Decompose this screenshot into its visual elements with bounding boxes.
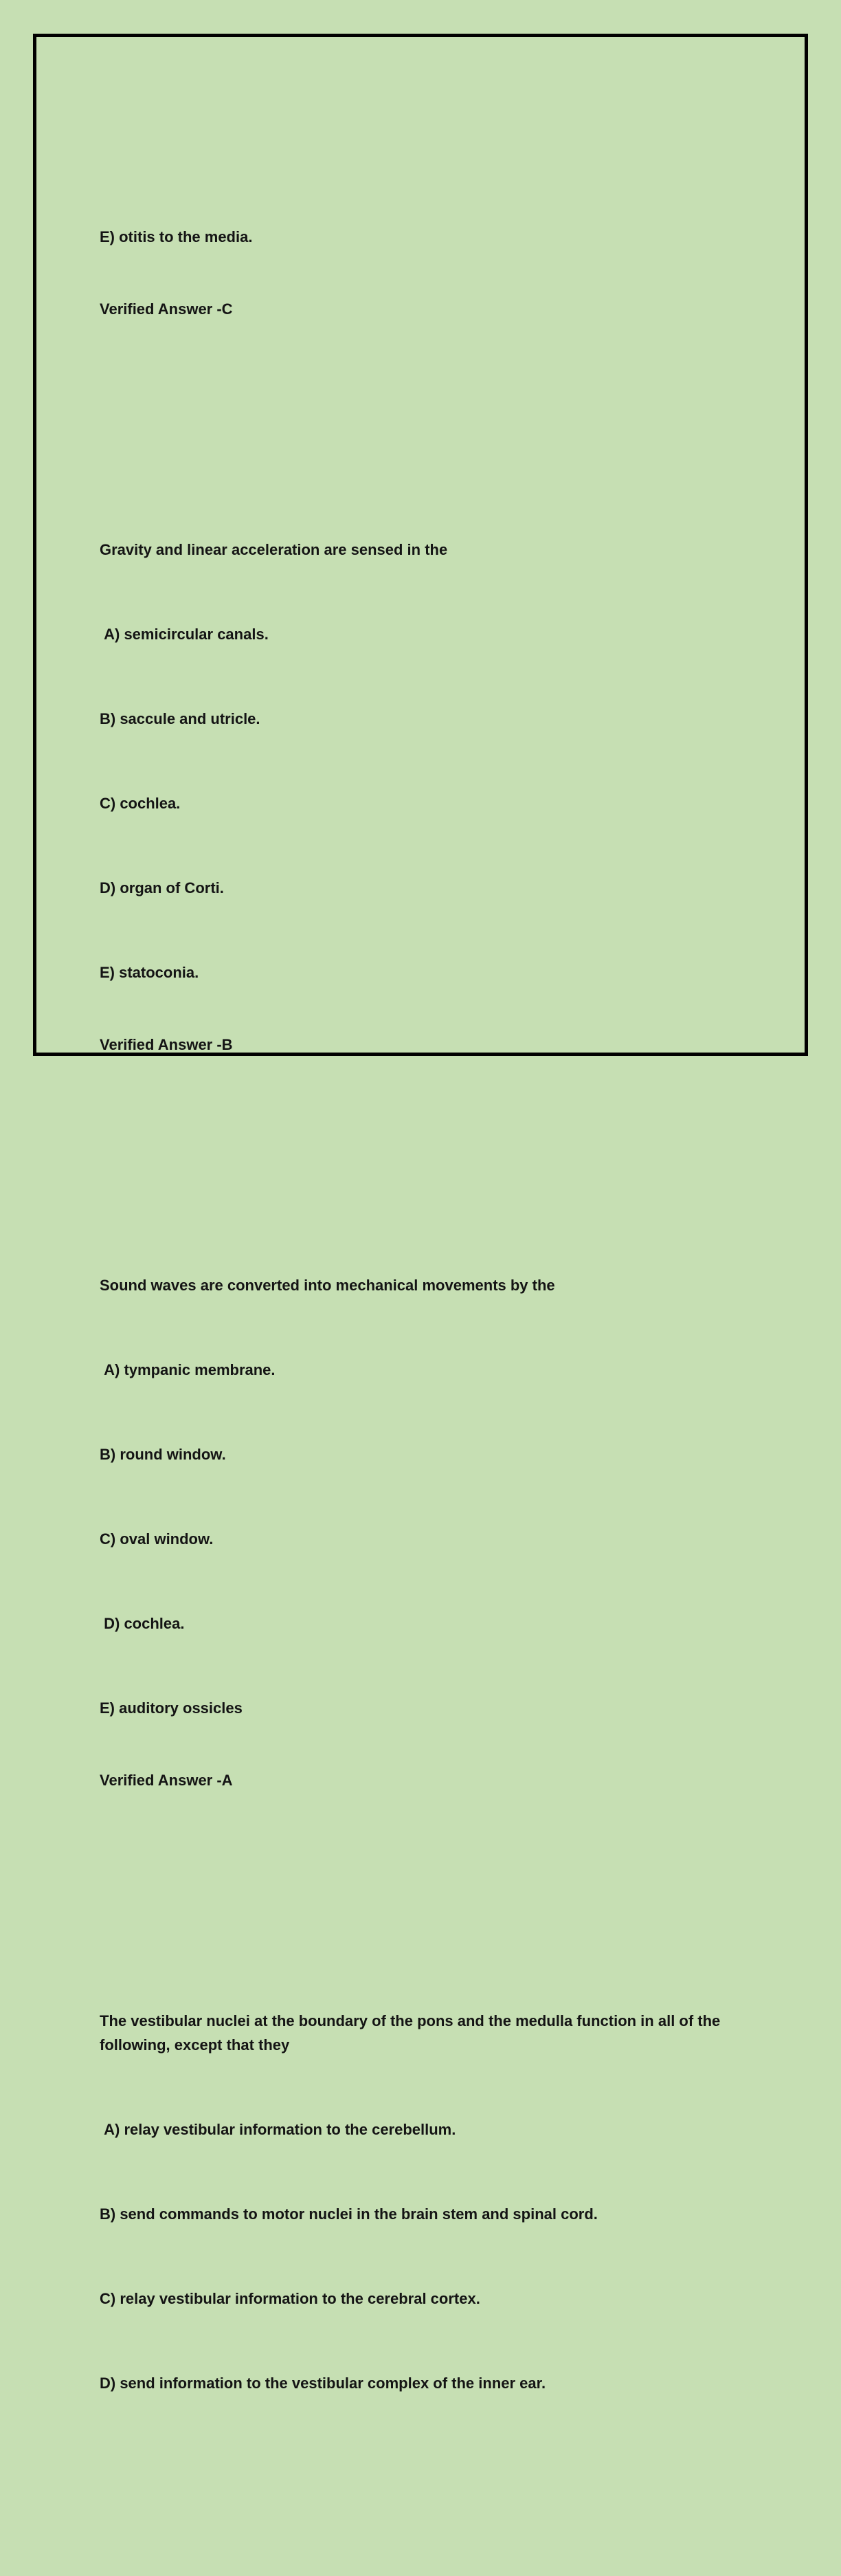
- page-border-frame: [33, 34, 808, 2392]
- answer-option-b: B) saccule and utricle.: [100, 710, 260, 727]
- question-prompt: Gravity and linear acceleration are sensed in the: [100, 541, 448, 558]
- answer-option-a: A) semicircular canals.: [100, 626, 269, 643]
- answer-option-c: C) relay vestibular information to the cerebral cortex.: [100, 2290, 480, 2307]
- answer-option-e: E) statoconia.: [100, 964, 199, 981]
- answer-option-b: B) round window.: [100, 1446, 226, 1463]
- verified-answer: Verified Answer -A: [100, 1772, 233, 1789]
- question-prompt: Sound waves are converted into mechanical movements by the: [100, 1277, 555, 1294]
- verified-answer: Verified Answer -C: [100, 300, 233, 318]
- answer-option-e: E) auditory ossicles: [100, 1699, 243, 1717]
- answer-option-e: E) otitis to the media.: [100, 228, 253, 245]
- answer-option-d: D) cochlea.: [100, 1615, 185, 1632]
- answer-option-c: C) cochlea.: [100, 795, 181, 812]
- answer-option-a: A) relay vestibular information to the cerebellum.: [100, 2121, 456, 2138]
- answer-option-c: C) oval window.: [100, 1530, 214, 1548]
- question-block-sound-waves: [100, 1225, 752, 1840]
- answer-option-d: D) send information to the vestibular complex of the inner ear.: [100, 2375, 546, 2392]
- question-prompt: The vestibular nuclei at the boundary of the pons and the medulla function in all of the following, except that they: [100, 2012, 725, 2054]
- answer-option-a: A) tympanic membrane.: [100, 1361, 276, 1378]
- question-block-vestibular-nuclei: [100, 1961, 752, 2456]
- answer-option-b: B) send commands to motor nuclei in the brain stem and spinal cord.: [100, 2205, 598, 2223]
- question-block-partial: [100, 177, 752, 369]
- quiz-content: [100, 104, 752, 2576]
- answer-option-d: D) organ of Corti.: [100, 879, 224, 896]
- verified-answer: Verified Answer -B: [100, 1036, 233, 1053]
- question-block-gravity: [100, 489, 752, 1105]
